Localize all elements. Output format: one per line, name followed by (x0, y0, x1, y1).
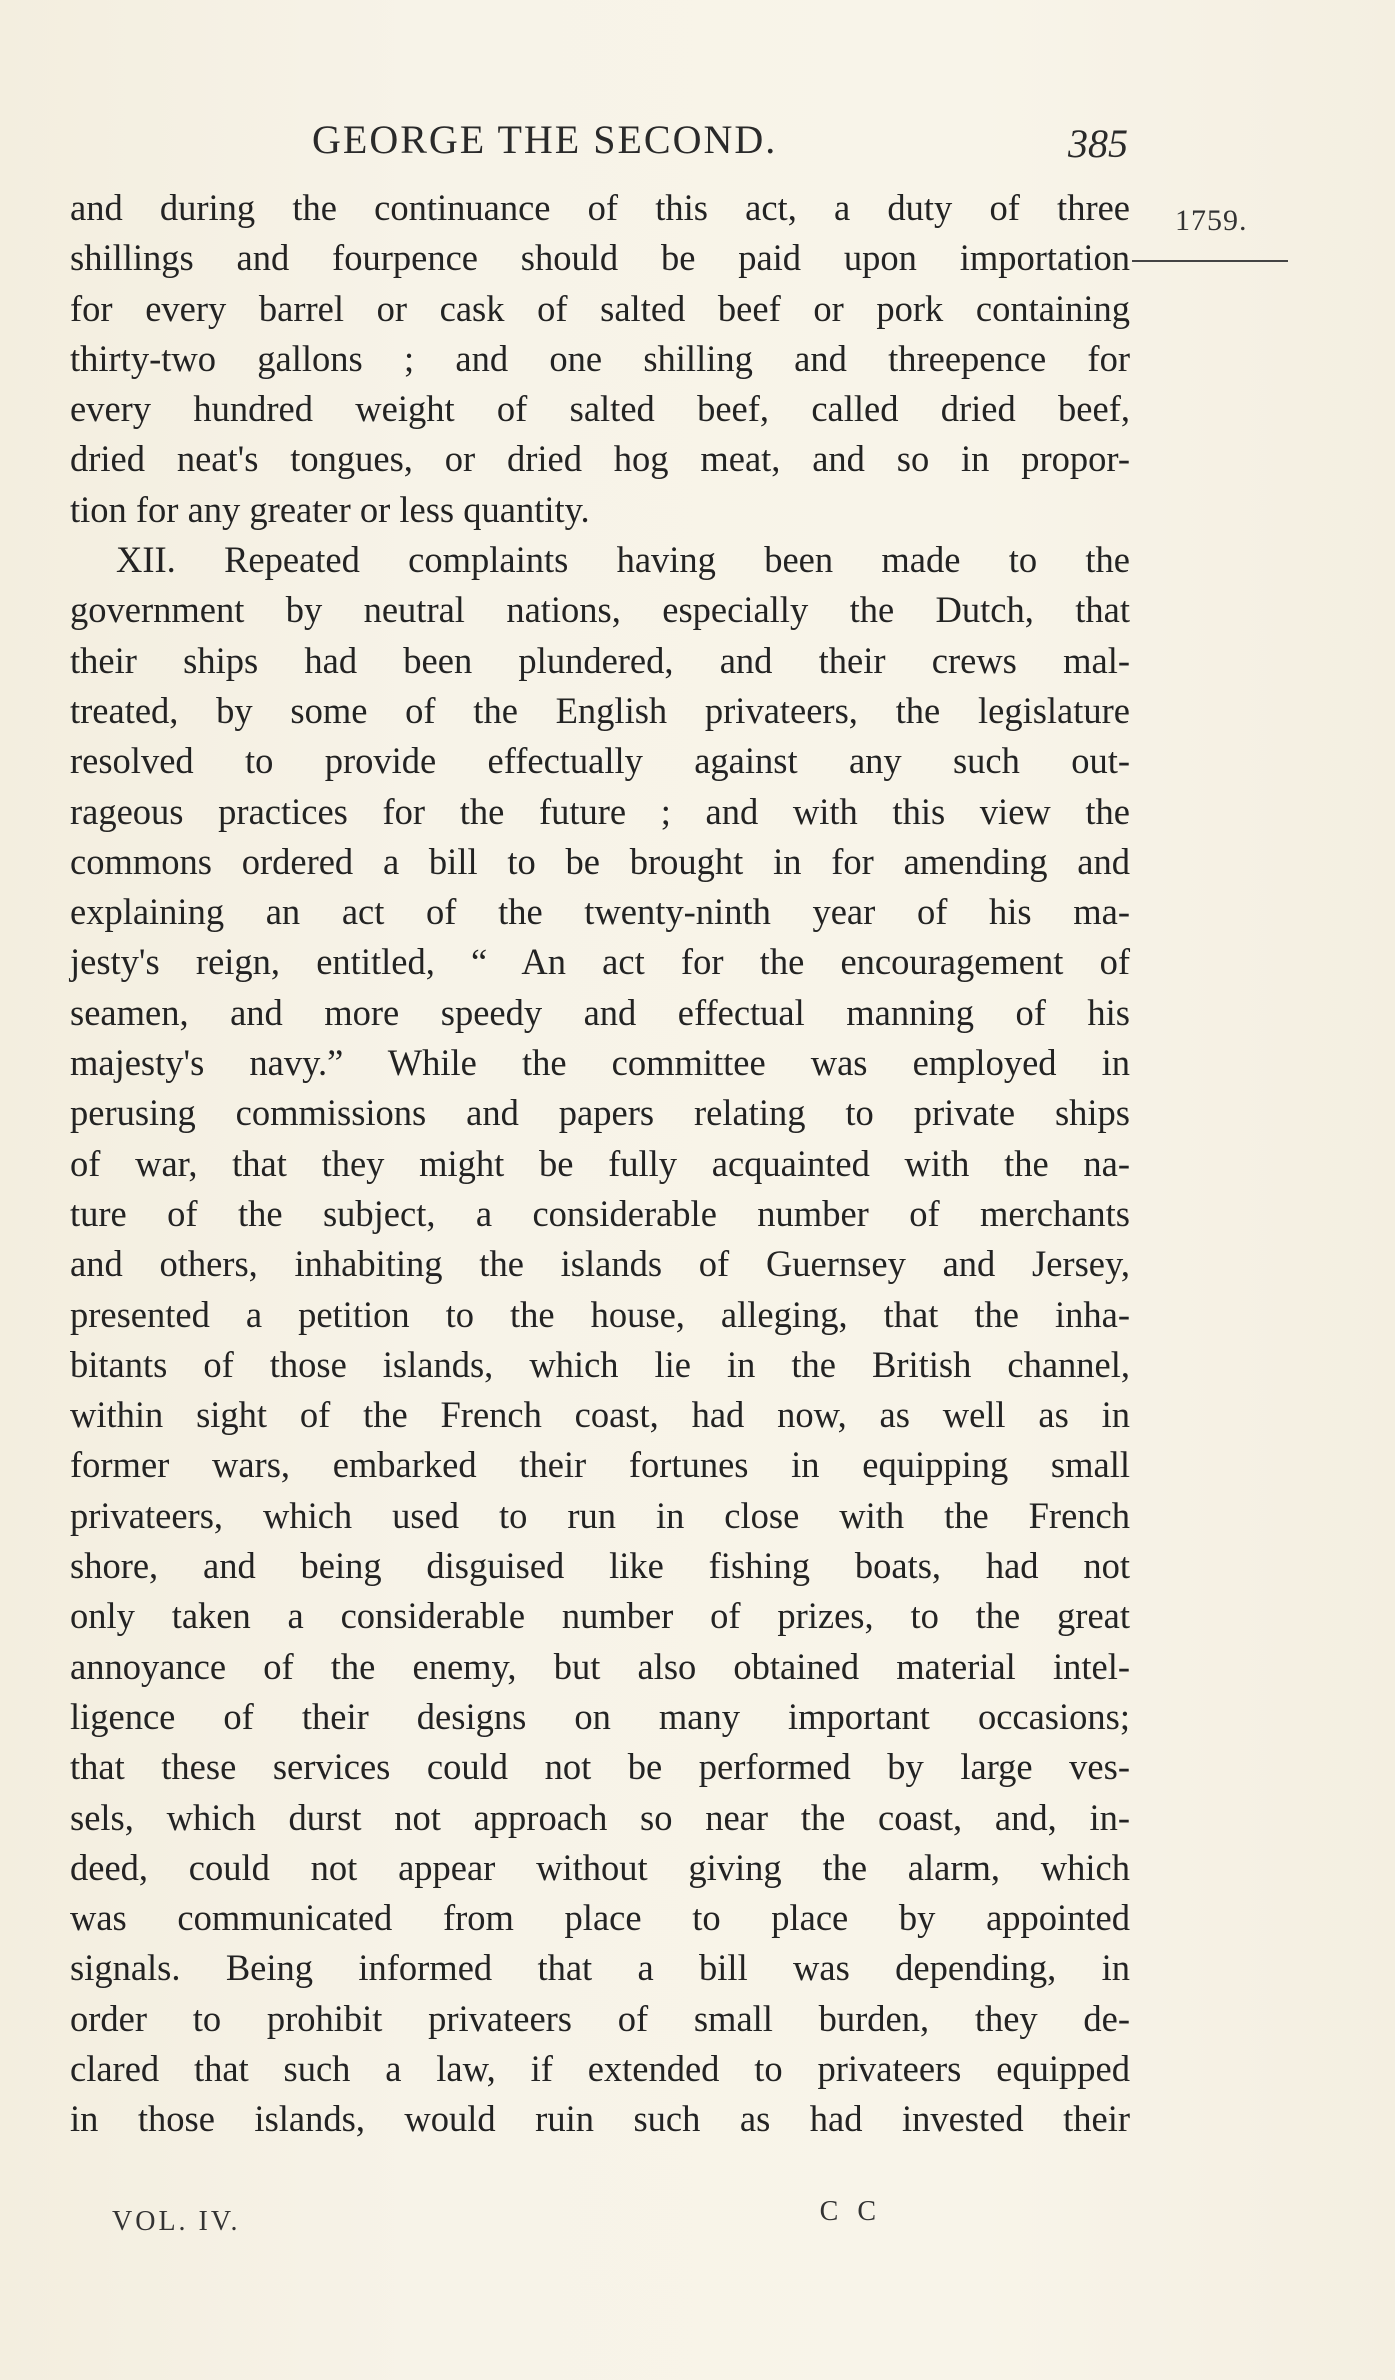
text-line: and during the continuance of this act, a duty of three (70, 187, 1130, 228)
text-line: within sight of the French coast, had now, as well as in (70, 1394, 1130, 1436)
text-line: in those islands, would ruin such as had invested their (70, 2098, 1130, 2140)
text-line: presented a petition to the house, alleging, that the inha- (70, 1293, 1130, 1335)
text-line: shillings and fourpence should be paid upon importation (70, 237, 1130, 279)
text-line: clared that such a law, if extended to privateers equipped (70, 2047, 1130, 2089)
gathering-signature: C C (819, 2196, 882, 2227)
margin-rule-divider (1132, 260, 1288, 262)
text-line: for every barrel or cask of salted beef or pork containing (70, 287, 1130, 329)
text-line: jesty's reign, entitled, “ An act for the encouragement of (70, 941, 1130, 983)
text-line: their ships had been plundered, and their crews mal- (70, 639, 1130, 681)
text-line: majesty's navy.” While the committee was employed in (70, 1042, 1130, 1084)
text-line-section-start: XII. Repeated complaints having been made to the (116, 539, 1130, 581)
text-line: only taken a considerable number of prizes, to the great (70, 1595, 1130, 1637)
text-line: that these services could not be performed by large ves- (70, 1746, 1130, 1788)
text-line: annoyance of the enemy, but also obtained material intel- (70, 1645, 1130, 1687)
page-number: 385 (1068, 121, 1128, 166)
text-line: dried neat's tongues, or dried hog meat, and so in propor- (70, 438, 1130, 480)
page-footer (112, 2196, 882, 2246)
text-line: was communicated from place to place by appointed (70, 1897, 1130, 1939)
text-line: resolved to provide effectually against any such out- (70, 740, 1130, 782)
text-line: former wars, embarked their fortunes in equipping small (70, 1444, 1130, 1486)
text-line: thirty-two gallons ; and one shilling and threepence for (70, 337, 1130, 379)
text-line: treated, by some of the English privateers, the legislature (70, 689, 1130, 731)
running-header (312, 110, 1128, 170)
text-line: sels, which durst not approach so near the coast, and, in- (70, 1796, 1130, 1838)
text-line: government by neutral nations, especially the Dutch, that (70, 589, 1130, 631)
text-line: seamen, and more speedy and effectual manning of his (70, 991, 1130, 1033)
text-line: shore, and being disguised like fishing boats, had not (70, 1545, 1130, 1587)
text-line: commons ordered a bill to be brought in for amending and (70, 840, 1130, 882)
text-line: bitants of those islands, which lie in the British channel, (70, 1343, 1130, 1385)
text-line: ligence of their designs on many important occasions; (70, 1695, 1130, 1737)
running-title: GEORGE THE SECOND. (312, 117, 778, 162)
text-line: ture of the subject, a considerable number of merchants (70, 1192, 1130, 1234)
text-line: privateers, which used to run in close with the French (70, 1494, 1130, 1536)
text-line: deed, could not appear without giving the alarm, which (70, 1846, 1130, 1888)
text-line: and others, inhabiting the islands of Guernsey and Jersey, (70, 1243, 1130, 1285)
text-line: perusing commissions and papers relating to private ships (70, 1092, 1130, 1134)
margin-year-note: 1759. (1175, 204, 1248, 237)
text-line: tion for any greater or less quantity. (70, 488, 590, 530)
text-line: rageous practices for the future ; and with this view the (70, 790, 1130, 832)
volume-signature: VOL. IV. (112, 2206, 241, 2237)
text-line: order to prohibit privateers of small burden, they de- (70, 1997, 1130, 2039)
text-line: every hundred weight of salted beef, called dried beef, (70, 388, 1130, 430)
text-line: explaining an act of the twenty-ninth year of his ma- (70, 891, 1130, 933)
text-line: signals. Being informed that a bill was depending, in (70, 1947, 1130, 1989)
body-text (70, 183, 1130, 2145)
text-line: of war, that they might be fully acquainted with the na- (70, 1142, 1130, 1184)
